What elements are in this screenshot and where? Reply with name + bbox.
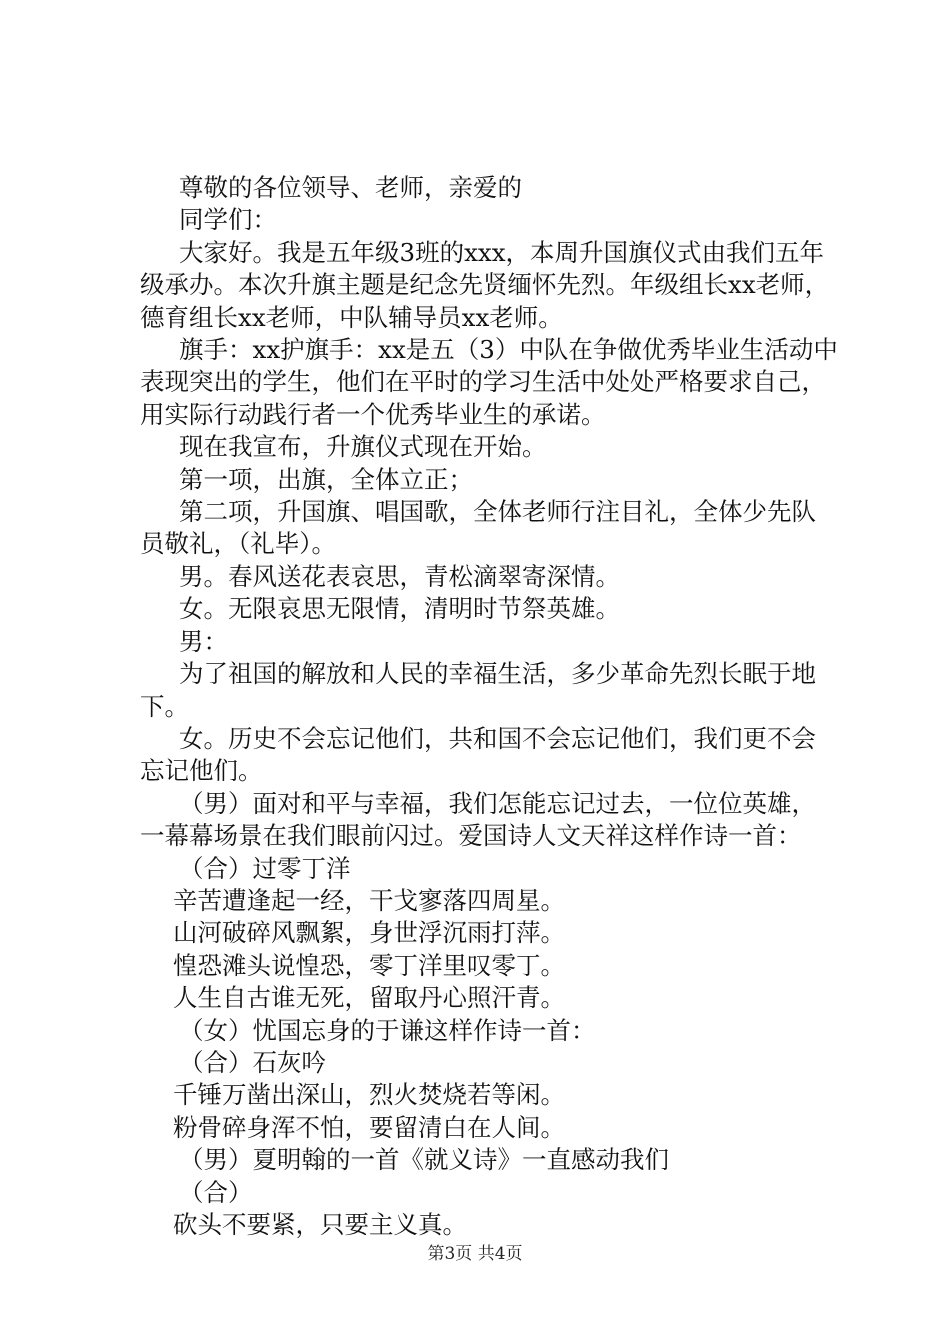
paragraph-female-line-3: （女）忧国忘身的于谦这样作诗一首： [179,1015,596,1045]
paragraph-item-one: 第一项，出旗，全体立正； [179,464,473,494]
document-body [140,172,840,1241]
salutation-line: 尊敬的各位领导、老师，亲爱的 [179,173,522,202]
salutation-continuation: 同学们： [179,205,277,235]
poem-title-2: （合）石灰吟 [179,1047,326,1077]
paragraph-item-two: 第二项，升国旗、唱国歌，全体老师行注目礼，全体少先队员敬礼，（礼毕）。 [140,497,816,559]
poem-3-line-1: 砍头不要紧，只要主义真。 [173,1210,467,1239]
poem-1-line-4: 人生自古谁无死，留取丹心照汗青。 [173,983,565,1013]
poem-1-line-2: 山河破碎风飘絮，身世浮沉雨打萍。 [173,918,565,948]
paragraph-announcement: 现在我宣布，升旗仪式现在开始。 [179,432,547,462]
paragraph-flag-bearers: 旗手：xx护旗手：xx是五（3）中队在争做优秀毕业生活动中表现突出的学生，他们在平时的学习生活中处处严格要求自己，用实际行动践行者一个优秀毕业生的承诺。 [140,335,838,429]
paragraph-male-line-1: 男。春风送花表哀思，青松滴翠寄深情。 [179,561,620,591]
poem-1-line-1: 辛苦遭逢起一经，干戈寥落四周星。 [173,885,565,915]
poem-title-1: （合）过零丁洋 [179,853,351,883]
paragraph-introduction: 大家好。我是五年级3班的xxx，本周升国旗仪式由我们五年级承办。本次升旗主题是纪念先贤缅怀先烈。年级组长xx老师，德育组长xx老师，中队辅导员xx老师。 [140,237,830,332]
page-number-label: 第3页 共4页 [427,1244,523,1264]
paragraph-female-line-2: 女。历史不会忘记他们，共和国不会忘记他们，我们更不会忘记他们。 [140,723,816,786]
paragraph-female-line-1: 女。无限哀思无限情，清明时节祭英雄。 [179,594,620,624]
poem-2-line-1: 千锤万凿出深山，烈火焚烧若等闲。 [173,1080,565,1110]
page-footer [0,1243,950,1265]
paragraph-male-line-3: （男）面对和平与幸福，我们怎能忘记过去，一位位英雄，一幕幕场景在我们眼前闪过。爱国诗人文天祥这样作诗一首： [140,788,816,851]
poem-title-3: （合） [179,1177,253,1207]
paragraph-male-line-2: 为了祖国的解放和人民的幸福生活，多少革命先烈长眠于地下。 [140,659,816,721]
paragraph-male-line-4: （男）夏明翰的一首《就义诗》一直感动我们 [179,1145,669,1175]
paragraph-male-label: 男： [179,626,228,656]
poem-1-line-3: 惶恐滩头说惶恐，零丁洋里叹零丁。 [173,950,565,980]
poem-2-line-2: 粉骨碎身浑不怕，要留清白在人间。 [173,1112,565,1142]
